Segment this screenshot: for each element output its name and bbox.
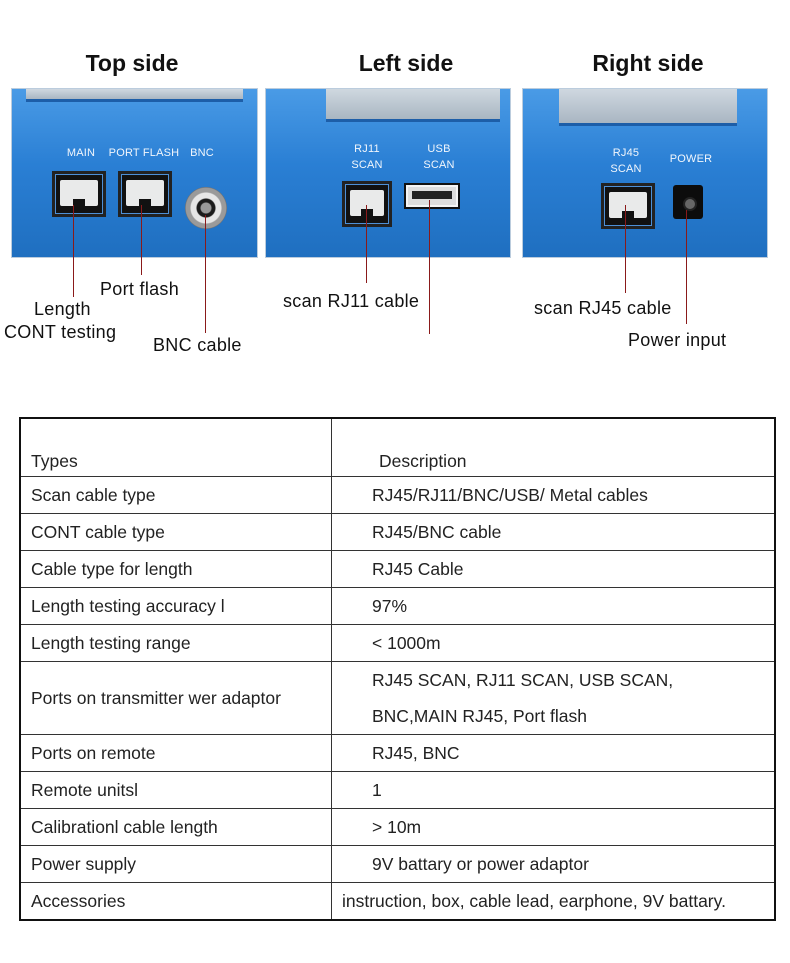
row-description-cell — [332, 809, 776, 846]
row-type-cell: Ports on transmitter wer adaptor — [20, 662, 332, 735]
rj11-callout-line — [366, 205, 367, 283]
table-row — [20, 514, 775, 551]
table-header-row — [20, 418, 775, 477]
row-type-cell: Cable type for length — [20, 551, 332, 588]
main-port-label: MAIN — [66, 147, 96, 159]
row-type-cell: Ports on remote — [20, 735, 332, 772]
row-type-cell: Length testing range — [20, 625, 332, 662]
description-line: 9V battary or power adaptor — [372, 854, 589, 874]
description-line: BNC,MAIN RJ45, Port flash — [372, 706, 587, 726]
row-description-cell — [332, 846, 776, 883]
row-type-cell: Accessories — [20, 883, 332, 921]
device-screen-edge — [326, 89, 500, 122]
table-row — [20, 662, 775, 735]
device-screen-edge — [559, 89, 737, 126]
bnc-callout-line — [205, 215, 206, 333]
usb-scan-label: USB SCAN — [423, 143, 455, 171]
row-description-cell — [332, 551, 776, 588]
description-line: 97% — [372, 596, 408, 616]
rj45-scan-label: RJ45 SCAN — [610, 147, 642, 175]
spec-table — [19, 417, 776, 921]
cont-testing-callout: CONT testing — [4, 322, 117, 342]
row-description-cell — [332, 514, 776, 551]
description-line: RJ45 SCAN, RJ11 SCAN, USB SCAN, — [372, 670, 674, 690]
table-row — [20, 588, 775, 625]
description-line: RJ45/BNC cable — [372, 522, 502, 542]
panel-title-right: Right side — [592, 50, 704, 76]
row-type-cell: Remote unitsl — [20, 772, 332, 809]
length-callout-line — [73, 205, 74, 297]
right-side-photo — [522, 88, 768, 258]
port-flash-callout-line — [141, 205, 142, 275]
power-input-jack — [673, 185, 703, 219]
main-rj45-port — [52, 171, 106, 217]
header-description: Description — [379, 451, 467, 471]
scan-rj45-callout: scan RJ45 cable — [534, 298, 672, 318]
table-row — [20, 772, 775, 809]
description-line: instruction, box, cable lead, earphone, 9V battary. — [342, 891, 726, 911]
row-type-cell: Scan cable type — [20, 477, 332, 514]
description-line: RJ45/RJ11/BNC/USB/ Metal cables — [372, 485, 648, 505]
rj45-callout-line — [625, 205, 626, 293]
usb-scan-port — [406, 185, 458, 207]
device-screen-edge — [26, 89, 243, 102]
power-input-callout: Power input — [628, 330, 727, 350]
row-description-cell — [332, 883, 776, 921]
bnc-connector — [185, 187, 227, 229]
row-type-cell: Calibrationl cable length — [20, 809, 332, 846]
port-flash-callout: Port flash — [100, 279, 180, 299]
left-side-photo — [265, 88, 511, 258]
row-type-cell: Power supply — [20, 846, 332, 883]
row-type-cell: Length testing accuracy l — [20, 588, 332, 625]
rj11-scan-port — [342, 181, 392, 227]
table-row — [20, 477, 775, 514]
description-line: > 10m — [372, 817, 422, 837]
row-description-cell — [332, 588, 776, 625]
table-row — [20, 809, 775, 846]
row-description-cell — [332, 477, 776, 514]
bnc-cable-callout: BNC cable — [153, 335, 242, 355]
row-type-cell: CONT cable type — [20, 514, 332, 551]
scan-rj11-callout: scan RJ11 cable — [283, 291, 420, 311]
table-row — [20, 551, 775, 588]
description-line: < 1000m — [372, 633, 441, 653]
panel-title-left: Left side — [358, 50, 454, 76]
power-callout-line — [686, 210, 687, 324]
table-row — [20, 625, 775, 662]
description-line: RJ45 Cable — [372, 559, 464, 579]
panel-title-top: Top side — [85, 50, 179, 76]
row-description-cell — [332, 662, 776, 735]
rj45-scan-port — [601, 183, 655, 229]
table-row — [20, 846, 775, 883]
rj11-scan-label: RJ11 SCAN — [351, 143, 383, 171]
length-callout: Length — [34, 299, 91, 319]
description-line: 1 — [372, 780, 382, 800]
header-types: Types — [20, 418, 332, 477]
row-description-cell — [332, 625, 776, 662]
row-description-cell — [332, 735, 776, 772]
bnc-port-label: BNC — [190, 147, 214, 159]
port-flash-rj45-port — [118, 171, 172, 217]
description-line: RJ45, BNC — [372, 743, 460, 763]
usb-callout-line — [429, 200, 430, 334]
table-row — [20, 883, 775, 921]
power-label: POWER — [669, 153, 713, 165]
table-row — [20, 735, 775, 772]
port-flash-label: PORT FLASH — [108, 147, 180, 159]
row-description-cell — [332, 772, 776, 809]
top-side-photo — [11, 88, 258, 258]
